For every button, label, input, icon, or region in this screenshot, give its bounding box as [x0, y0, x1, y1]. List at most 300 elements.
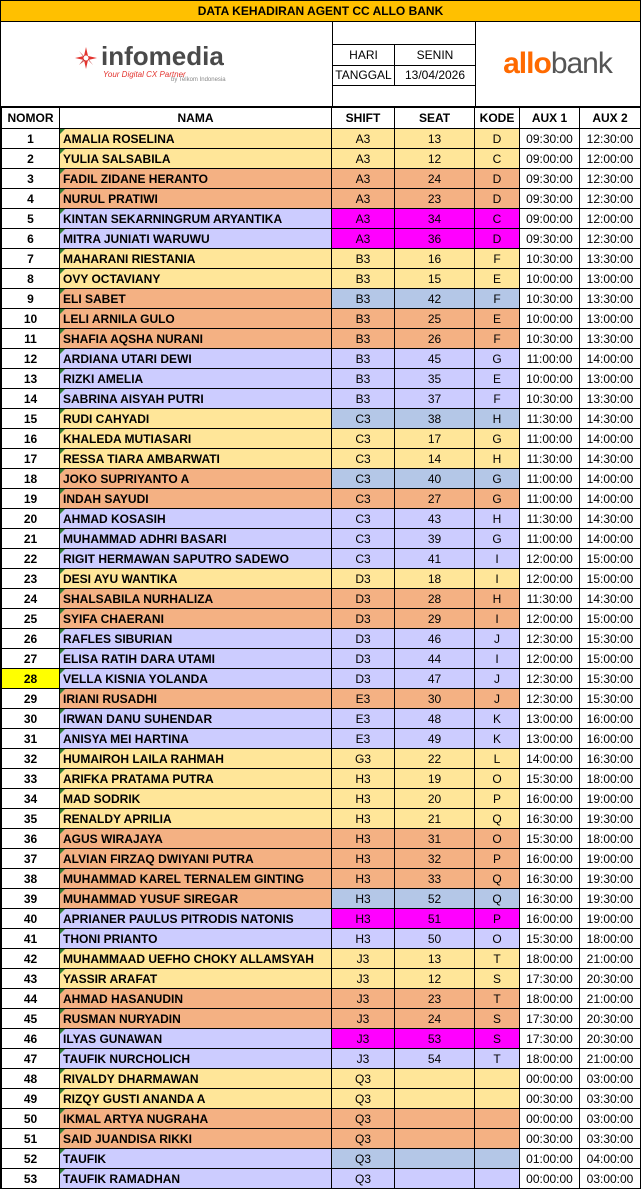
- row-number: 18: [2, 469, 60, 489]
- aux2-cell: 15:30:00: [580, 629, 641, 649]
- seat-cell: 36: [395, 229, 475, 249]
- shift-cell: E3: [332, 729, 395, 749]
- shift-cell: H3: [332, 829, 395, 849]
- table-row: [2, 249, 641, 269]
- aux1-cell: 11:00:00: [520, 429, 580, 449]
- agent-name-text: SAID JUANDISA RIKKI: [63, 1131, 192, 1146]
- row-number: 38: [2, 869, 60, 889]
- aux1-cell: 11:30:00: [520, 409, 580, 429]
- code-cell: S: [475, 969, 520, 989]
- comment-indicator-icon: [60, 269, 65, 274]
- row-number: 9: [2, 289, 60, 309]
- code-cell: G: [475, 529, 520, 549]
- aux1-cell: 10:30:00: [520, 289, 580, 309]
- aux2-cell: 18:00:00: [580, 769, 641, 789]
- aux1-cell: 11:30:00: [520, 589, 580, 609]
- aux1-cell: 17:30:00: [520, 969, 580, 989]
- seat-cell: 37: [395, 389, 475, 409]
- agent-name: [60, 489, 332, 509]
- shift-cell: B3: [332, 349, 395, 369]
- comment-indicator-icon: [60, 1049, 65, 1054]
- table-row: [2, 1009, 641, 1029]
- comment-indicator-icon: [60, 1129, 65, 1134]
- aux1-cell: 12:00:00: [520, 609, 580, 629]
- row-number: 43: [2, 969, 60, 989]
- agent-name: [60, 269, 332, 289]
- comment-indicator-icon: [60, 129, 65, 134]
- aux1-cell: 16:30:00: [520, 809, 580, 829]
- agent-name-text: RAFLES SIBURIAN: [63, 631, 173, 646]
- aux1-cell: 15:30:00: [520, 769, 580, 789]
- comment-indicator-icon: [60, 869, 65, 874]
- row-number: 45: [2, 1009, 60, 1029]
- shift-cell: A3: [332, 229, 395, 249]
- aux2-cell: 16:30:00: [580, 749, 641, 769]
- aux2-cell: 16:00:00: [580, 709, 641, 729]
- seat-cell: [395, 1109, 475, 1129]
- code-cell: [475, 1129, 520, 1149]
- seat-cell: [395, 1149, 475, 1169]
- row-number: 52: [2, 1149, 60, 1169]
- agent-name-text: SHAFIA AQSHA NURANI: [63, 331, 203, 346]
- code-cell: K: [475, 729, 520, 749]
- table-row: [2, 529, 641, 549]
- aux1-cell: 00:00:00: [520, 1169, 580, 1189]
- agent-name-text: RENALDY APRILIA: [63, 811, 172, 826]
- comment-indicator-icon: [60, 909, 65, 914]
- aux2-cell: 20:30:00: [580, 1029, 641, 1049]
- hari-label: HARI: [333, 45, 395, 65]
- code-cell: G: [475, 349, 520, 369]
- aux1-cell: 17:30:00: [520, 1029, 580, 1049]
- code-cell: J: [475, 689, 520, 709]
- aux2-cell: 21:00:00: [580, 1049, 641, 1069]
- code-cell: H: [475, 409, 520, 429]
- code-cell: D: [475, 189, 520, 209]
- row-number: 48: [2, 1069, 60, 1089]
- aux1-cell: 09:00:00: [520, 209, 580, 229]
- shift-cell: J3: [332, 949, 395, 969]
- code-cell: Q: [475, 869, 520, 889]
- agent-name: [60, 409, 332, 429]
- code-cell: I: [475, 609, 520, 629]
- column-header-kode: KODE: [475, 108, 520, 129]
- code-cell: E: [475, 309, 520, 329]
- aux2-cell: 18:00:00: [580, 929, 641, 949]
- agent-name-text: ANISYA MEI HARTINA: [63, 731, 189, 746]
- comment-indicator-icon: [60, 409, 65, 414]
- comment-indicator-icon: [60, 209, 65, 214]
- aux2-cell: 19:30:00: [580, 869, 641, 889]
- column-header-seat: SEAT: [395, 108, 475, 129]
- agent-name-text: SHALSABILA NURHALIZA: [63, 591, 214, 606]
- table-row: [2, 209, 641, 229]
- row-number: 37: [2, 849, 60, 869]
- table-row: [2, 409, 641, 429]
- agent-name: [60, 1009, 332, 1029]
- aux1-cell: 09:00:00: [520, 149, 580, 169]
- agent-name: [60, 809, 332, 829]
- aux1-cell: 15:30:00: [520, 829, 580, 849]
- agent-name: [60, 149, 332, 169]
- agent-name: [60, 949, 332, 969]
- aux2-cell: 12:30:00: [580, 229, 641, 249]
- seat-cell: 28: [395, 589, 475, 609]
- code-cell: P: [475, 849, 520, 869]
- shift-cell: C3: [332, 509, 395, 529]
- column-header-nomor: NOMOR: [2, 108, 60, 129]
- agent-name: [60, 309, 332, 329]
- row-number: 2: [2, 149, 60, 169]
- seat-cell: 43: [395, 509, 475, 529]
- aux2-cell: 19:00:00: [580, 789, 641, 809]
- aux1-cell: 14:00:00: [520, 749, 580, 769]
- row-number: 40: [2, 909, 60, 929]
- agent-name-text: KINTAN SEKARNINGRUM ARYANTIKA: [63, 211, 283, 226]
- agent-name: [60, 429, 332, 449]
- seat-cell: 46: [395, 629, 475, 649]
- shift-cell: H3: [332, 909, 395, 929]
- agent-name: [60, 289, 332, 309]
- code-cell: O: [475, 929, 520, 949]
- aux2-cell: 20:30:00: [580, 969, 641, 989]
- aux1-cell: 12:30:00: [520, 629, 580, 649]
- aux2-cell: 13:00:00: [580, 369, 641, 389]
- tanggal-row: [333, 65, 475, 86]
- seat-cell: 16: [395, 249, 475, 269]
- table-row: [2, 949, 641, 969]
- table-row: [2, 509, 641, 529]
- aux1-cell: 10:30:00: [520, 329, 580, 349]
- shift-cell: J3: [332, 989, 395, 1009]
- seat-cell: 13: [395, 129, 475, 149]
- agent-name: [60, 689, 332, 709]
- agent-name-text: RIVALDY DHARMAWAN: [63, 1071, 199, 1086]
- aux2-cell: 19:00:00: [580, 909, 641, 929]
- agent-name-text: IRWAN DANU SUHENDAR: [63, 711, 213, 726]
- agent-name-text: KHALEDA MUTIASARI: [63, 431, 192, 446]
- table-row: [2, 1089, 641, 1109]
- agent-name-text: SYIFA CHAERANI: [63, 611, 164, 626]
- comment-indicator-icon: [60, 609, 65, 614]
- table-row: [2, 129, 641, 149]
- agent-name: [60, 369, 332, 389]
- seat-cell: 35: [395, 369, 475, 389]
- aux1-cell: 10:00:00: [520, 309, 580, 329]
- code-cell: P: [475, 909, 520, 929]
- agent-name-text: TAUFIK RAMADHAN: [63, 1171, 181, 1186]
- infomedia-logo: [1, 22, 332, 106]
- shift-cell: E3: [332, 709, 395, 729]
- agent-name: [60, 1149, 332, 1169]
- code-cell: D: [475, 229, 520, 249]
- agent-name-text: MUHAMMAAD UEFHO CHOKY ALLAMSYAH: [63, 951, 314, 966]
- agent-name: [60, 549, 332, 569]
- table-row: [2, 649, 641, 669]
- agent-name-text: ARDIANA UTARI DEWI: [63, 351, 192, 366]
- table-row: [2, 669, 641, 689]
- row-number: 23: [2, 569, 60, 589]
- agent-name: [60, 569, 332, 589]
- aux2-cell: 03:30:00: [580, 1129, 641, 1149]
- agent-name: [60, 629, 332, 649]
- seat-cell: 23: [395, 989, 475, 1009]
- code-cell: I: [475, 549, 520, 569]
- code-cell: C: [475, 209, 520, 229]
- comment-indicator-icon: [60, 589, 65, 594]
- code-cell: J: [475, 629, 520, 649]
- comment-indicator-icon: [60, 389, 65, 394]
- hari-value: SENIN: [416, 48, 454, 62]
- shift-cell: Q3: [332, 1089, 395, 1109]
- table-row: [2, 309, 641, 329]
- agent-name: [60, 209, 332, 229]
- table-row: [2, 929, 641, 949]
- row-number: 41: [2, 929, 60, 949]
- aux2-cell: 03:00:00: [580, 1109, 641, 1129]
- seat-cell: 45: [395, 349, 475, 369]
- table-row: [2, 269, 641, 289]
- row-number: 7: [2, 249, 60, 269]
- aux2-cell: 04:00:00: [580, 1149, 641, 1169]
- allobank-logo-part1: allo: [503, 47, 551, 80]
- shift-cell: A3: [332, 209, 395, 229]
- shift-cell: Q3: [332, 1169, 395, 1189]
- shift-cell: J3: [332, 1049, 395, 1069]
- agent-name-text: ILYAS GUNAWAN: [63, 1031, 163, 1046]
- aux2-cell: 13:30:00: [580, 289, 641, 309]
- comment-indicator-icon: [60, 249, 65, 254]
- agent-name-text: DESI AYU WANTIKA: [63, 571, 178, 586]
- row-number: 1: [2, 129, 60, 149]
- code-cell: P: [475, 789, 520, 809]
- seat-cell: 25: [395, 309, 475, 329]
- aux2-cell: 13:30:00: [580, 389, 641, 409]
- row-number: 49: [2, 1089, 60, 1109]
- comment-indicator-icon: [60, 1029, 65, 1034]
- comment-indicator-icon: [60, 769, 65, 774]
- agent-name-text: RIZQY GUSTI ANANDA A: [63, 1091, 206, 1106]
- agent-name: [60, 229, 332, 249]
- seat-cell: 13: [395, 949, 475, 969]
- row-number: 25: [2, 609, 60, 629]
- shift-cell: B3: [332, 269, 395, 289]
- row-number: 10: [2, 309, 60, 329]
- row-number: 42: [2, 949, 60, 969]
- code-cell: J: [475, 669, 520, 689]
- seat-cell: 14: [395, 449, 475, 469]
- aux1-cell: 13:00:00: [520, 709, 580, 729]
- code-cell: G: [475, 429, 520, 449]
- agent-name: [60, 649, 332, 669]
- shift-cell: D3: [332, 569, 395, 589]
- comment-indicator-icon: [60, 569, 65, 574]
- code-cell: H: [475, 449, 520, 469]
- aux1-cell: 10:30:00: [520, 389, 580, 409]
- comment-indicator-icon: [60, 669, 65, 674]
- seat-cell: 42: [395, 289, 475, 309]
- row-number: 11: [2, 329, 60, 349]
- aux1-cell: 18:00:00: [520, 989, 580, 1009]
- code-cell: [475, 1069, 520, 1089]
- seat-cell: 41: [395, 549, 475, 569]
- agent-name-text: RIZKI AMELIA: [63, 371, 144, 386]
- table-row: [2, 489, 641, 509]
- shift-cell: Q3: [332, 1149, 395, 1169]
- row-number: 44: [2, 989, 60, 1009]
- aux2-cell: 15:30:00: [580, 669, 641, 689]
- aux2-cell: 14:00:00: [580, 529, 641, 549]
- aux1-cell: 00:30:00: [520, 1089, 580, 1109]
- shift-cell: B3: [332, 289, 395, 309]
- code-cell: F: [475, 389, 520, 409]
- comment-indicator-icon: [60, 289, 65, 294]
- shift-cell: C3: [332, 489, 395, 509]
- aux2-cell: 03:30:00: [580, 1089, 641, 1109]
- comment-indicator-icon: [60, 1169, 65, 1174]
- code-cell: T: [475, 989, 520, 1009]
- row-number: 39: [2, 889, 60, 909]
- agent-name: [60, 1049, 332, 1069]
- agent-name: [60, 169, 332, 189]
- row-number: 34: [2, 789, 60, 809]
- comment-indicator-icon: [60, 369, 65, 374]
- table-row: [2, 1049, 641, 1069]
- table-row: [2, 429, 641, 449]
- agent-name-text: THONI PRIANTO: [63, 931, 158, 946]
- shift-cell: H3: [332, 929, 395, 949]
- allobank-logo: [475, 22, 640, 106]
- comment-indicator-icon: [60, 709, 65, 714]
- infomedia-tagline: Your Digital CX Partner: [103, 70, 186, 79]
- hari-row: [333, 44, 475, 66]
- seat-cell: 12: [395, 149, 475, 169]
- aux2-cell: 14:00:00: [580, 489, 641, 509]
- code-cell: T: [475, 1049, 520, 1069]
- agent-name-text: LELI ARNILA GULO: [63, 311, 175, 326]
- agent-name-text: INDAH SAYUDI: [63, 491, 149, 506]
- comment-indicator-icon: [60, 509, 65, 514]
- comment-indicator-icon: [60, 929, 65, 934]
- agent-name: [60, 389, 332, 409]
- aux1-cell: 11:00:00: [520, 469, 580, 489]
- row-number: 19: [2, 489, 60, 509]
- agent-name: [60, 589, 332, 609]
- code-cell: S: [475, 1029, 520, 1049]
- shift-cell: H3: [332, 769, 395, 789]
- comment-indicator-icon: [60, 329, 65, 334]
- aux2-cell: 14:00:00: [580, 349, 641, 369]
- shift-cell: C3: [332, 469, 395, 489]
- agent-name-text: SABRINA AISYAH PUTRI: [63, 391, 204, 406]
- comment-indicator-icon: [60, 529, 65, 534]
- table-body: [2, 129, 641, 1189]
- shift-cell: H3: [332, 889, 395, 909]
- aux1-cell: 11:00:00: [520, 349, 580, 369]
- row-number: 51: [2, 1129, 60, 1149]
- comment-indicator-icon: [60, 1109, 65, 1114]
- code-cell: S: [475, 1009, 520, 1029]
- agent-name: [60, 1069, 332, 1089]
- table-row: [2, 869, 641, 889]
- aux1-cell: 00:00:00: [520, 1069, 580, 1089]
- agent-name: [60, 349, 332, 369]
- agent-name: [60, 769, 332, 789]
- aux1-cell: 16:30:00: [520, 869, 580, 889]
- aux2-cell: 19:30:00: [580, 889, 641, 909]
- agent-name: [60, 989, 332, 1009]
- aux1-cell: 18:00:00: [520, 949, 580, 969]
- aux1-cell: 12:30:00: [520, 669, 580, 689]
- row-number: 50: [2, 1109, 60, 1129]
- comment-indicator-icon: [60, 689, 65, 694]
- aux1-cell: 12:00:00: [520, 649, 580, 669]
- aux2-cell: 15:00:00: [580, 609, 641, 629]
- agent-name-text: RUDI CAHYADI: [63, 411, 150, 426]
- shift-cell: D3: [332, 609, 395, 629]
- code-cell: H: [475, 589, 520, 609]
- aux1-cell: 12:00:00: [520, 569, 580, 589]
- code-cell: O: [475, 829, 520, 849]
- agent-name-text: FADIL ZIDANE HERANTO: [63, 171, 208, 186]
- agent-name-text: AGUS WIRAJAYA: [63, 831, 163, 846]
- aux1-cell: 12:30:00: [520, 689, 580, 709]
- table-row: [2, 349, 641, 369]
- aux1-cell: 12:00:00: [520, 549, 580, 569]
- aux1-cell: 16:00:00: [520, 909, 580, 929]
- comment-indicator-icon: [60, 469, 65, 474]
- row-number: 36: [2, 829, 60, 849]
- agent-name-text: RUSMAN NURYADIN: [63, 1011, 181, 1026]
- agent-name: [60, 969, 332, 989]
- aux2-cell: 14:00:00: [580, 429, 641, 449]
- seat-cell: 34: [395, 209, 475, 229]
- aux1-cell: 13:00:00: [520, 729, 580, 749]
- shift-cell: D3: [332, 629, 395, 649]
- shift-cell: D3: [332, 649, 395, 669]
- aux2-cell: 14:00:00: [580, 469, 641, 489]
- comment-indicator-icon: [60, 629, 65, 634]
- aux1-cell: 00:30:00: [520, 1129, 580, 1149]
- shift-cell: C3: [332, 409, 395, 429]
- seat-cell: 33: [395, 869, 475, 889]
- table-row: [2, 449, 641, 469]
- code-cell: I: [475, 569, 520, 589]
- comment-indicator-icon: [60, 1149, 65, 1154]
- agent-name-text: HUMAIROH LAILA RAHMAH: [63, 751, 224, 766]
- infomedia-byline: by Telkom Indonesia: [171, 77, 226, 83]
- comment-indicator-icon: [60, 789, 65, 794]
- code-cell: Q: [475, 809, 520, 829]
- table-row: [2, 729, 641, 749]
- code-cell: [475, 1169, 520, 1189]
- agent-name-text: ALVIAN FIRZAQ DWIYANI PUTRA: [63, 851, 254, 866]
- table-row: [2, 1069, 641, 1089]
- agent-name-text: IRIANI RUSADHI: [63, 691, 158, 706]
- row-number: 22: [2, 549, 60, 569]
- agent-name-text: MITRA JUNIATI WARUWU: [63, 231, 210, 246]
- row-number: 12: [2, 349, 60, 369]
- agent-name: [60, 329, 332, 349]
- seat-cell: 24: [395, 169, 475, 189]
- comment-indicator-icon: [60, 449, 65, 454]
- seat-cell: 47: [395, 669, 475, 689]
- agent-name: [60, 829, 332, 849]
- aux2-cell: 15:00:00: [580, 549, 641, 569]
- code-cell: E: [475, 369, 520, 389]
- aux2-cell: 12:30:00: [580, 129, 641, 149]
- table-row: [2, 809, 641, 829]
